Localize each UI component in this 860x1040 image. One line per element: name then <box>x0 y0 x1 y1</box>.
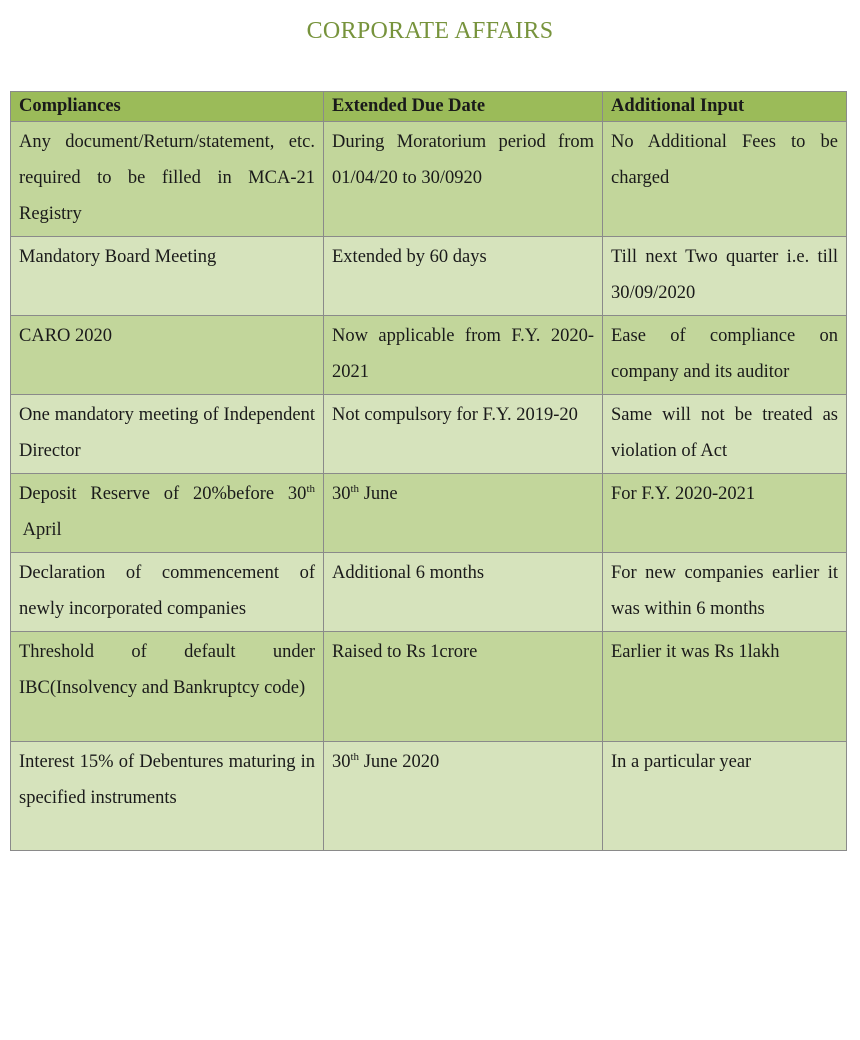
table-row <box>11 395 847 474</box>
additional-input-cell: For new companies earlier it was within 6 months <box>603 553 847 632</box>
additional-input-cell: Ease of compliance on company and its auditor <box>603 316 847 395</box>
table-row <box>11 237 847 316</box>
additional-input-cell: Earlier it was Rs 1lakh <box>603 632 847 742</box>
compliance-cell: Interest 15% of Debentures maturing in specified instruments <box>11 742 324 851</box>
ordinal-suffix: th <box>350 483 360 495</box>
table-row <box>11 474 847 553</box>
additional-input-cell: Till next Two quarter i.e. till 30/09/2020 <box>603 237 847 316</box>
compliance-cell: CARO 2020 <box>11 316 324 395</box>
ordinal-suffix: th <box>306 483 315 495</box>
compliance-cell: Mandatory Board Meeting <box>11 237 324 316</box>
ordinal-suffix: th <box>350 751 360 763</box>
compliance-cell: Threshold of default under IBC(Insolvency and Bankruptcy code) <box>11 632 324 742</box>
header-extended-due-date: Extended Due Date <box>324 92 603 122</box>
header-compliances: Compliances <box>11 92 324 122</box>
table-row <box>11 553 847 632</box>
compliance-cell: Declaration of commencement of newly incorporated companies <box>11 553 324 632</box>
additional-input-cell: Same will not be treated as violation of Act <box>603 395 847 474</box>
due-date-cell <box>324 474 603 553</box>
additional-input-cell: For F.Y. 2020-2021 <box>603 474 847 553</box>
compliance-cell: One mandatory meeting of Independent Director <box>11 395 324 474</box>
table-row <box>11 316 847 395</box>
due-date-text: June <box>359 484 398 504</box>
due-date-cell: Raised to Rs 1crore <box>324 632 603 742</box>
due-date-cell: Extended by 60 days <box>324 237 603 316</box>
due-date-cell: During Moratorium period from 01/04/20 to 30/0920 <box>324 122 603 237</box>
compliance-cell <box>11 474 324 553</box>
corporate-affairs-table <box>10 91 847 851</box>
table-row <box>11 632 847 742</box>
page-title: CORPORATE AFFAIRS <box>306 18 554 44</box>
due-date-text: June 2020 <box>359 752 440 772</box>
compliance-text: Deposit Reserve of 20%before 30 <box>19 484 307 504</box>
compliance-cell: Any document/Return/statement, etc. required to be filled in MCA-21 Registry <box>11 122 324 237</box>
additional-input-cell: No Additional Fees to be charged <box>603 122 847 237</box>
due-date-cell: Additional 6 months <box>324 553 603 632</box>
due-date-cell: Not compulsory for F.Y. 2019-20 <box>324 395 603 474</box>
due-date-cell <box>324 742 603 851</box>
header-additional-input: Additional Input <box>603 92 847 122</box>
table-row <box>11 122 847 237</box>
additional-input-cell: In a particular year <box>603 742 847 851</box>
compliance-text: April <box>19 520 62 540</box>
due-date-text: 30 <box>332 752 351 772</box>
due-date-text: 30 <box>332 484 351 504</box>
table-row <box>11 742 847 851</box>
table-header-row <box>11 92 847 122</box>
due-date-cell: Now applicable from F.Y. 2020-2021 <box>324 316 603 395</box>
